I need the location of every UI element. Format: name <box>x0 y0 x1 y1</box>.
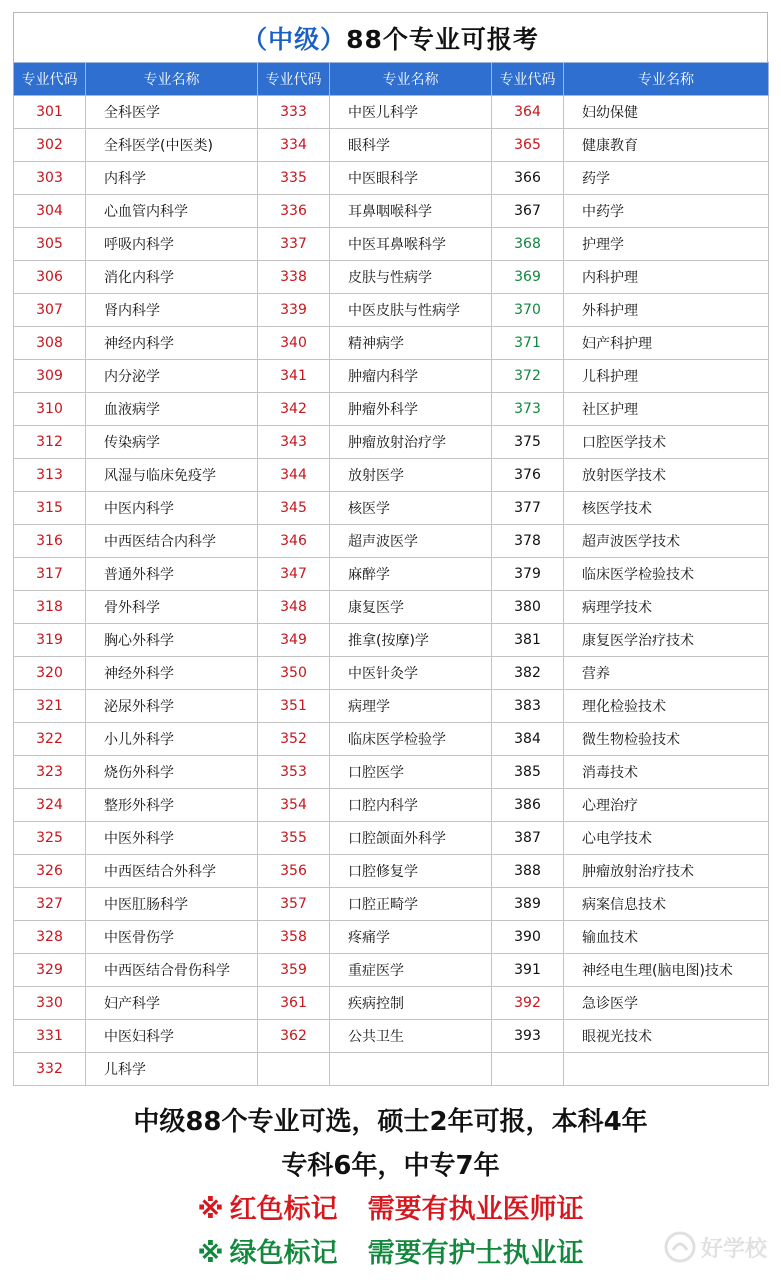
specialty-code: 357 <box>258 888 330 921</box>
specialty-code <box>492 1053 564 1086</box>
specialty-code: 352 <box>258 723 330 756</box>
specialty-code: 350 <box>258 657 330 690</box>
specialty-name: 超声波医学技术 <box>564 525 769 558</box>
specialty-code: 304 <box>14 195 86 228</box>
specialty-name: 药学 <box>564 162 769 195</box>
specialty-name: 儿科护理 <box>564 360 769 393</box>
specialty-name: 急诊医学 <box>564 987 769 1020</box>
specialty-name <box>564 1053 769 1086</box>
specialty-name: 超声波医学 <box>330 525 492 558</box>
specialty-name: 口腔颌面外科学 <box>330 822 492 855</box>
specialty-name: 整形外科学 <box>86 789 258 822</box>
specialty-code: 331 <box>14 1020 86 1053</box>
specialty-code: 389 <box>492 888 564 921</box>
table-row <box>14 822 769 855</box>
specialty-name: 肿瘤放射治疗技术 <box>564 855 769 888</box>
specialty-code: 387 <box>492 822 564 855</box>
specialty-name: 中医眼科学 <box>330 162 492 195</box>
table-row <box>14 426 769 459</box>
specialty-name: 传染病学 <box>86 426 258 459</box>
footer-line-1: 中级88个专业可选，硕士2年可报，本科4年 <box>133 1107 648 1137</box>
specialty-name: 全科医学(中医类) <box>86 129 258 162</box>
specialty-code: 355 <box>258 822 330 855</box>
specialty-name: 小儿外科学 <box>86 723 258 756</box>
red-label: 红色标记 <box>229 1194 338 1225</box>
watermark-text: 好学校 <box>700 1236 767 1262</box>
specialty-code: 379 <box>492 558 564 591</box>
specialty-name: 病理学技术 <box>564 591 769 624</box>
table-row <box>14 261 769 294</box>
specialty-name: 中医耳鼻喉科学 <box>330 228 492 261</box>
specialty-code: 321 <box>14 690 86 723</box>
watermark <box>663 1230 767 1264</box>
specialty-code: 347 <box>258 558 330 591</box>
specialty-code: 308 <box>14 327 86 360</box>
header-code-1: 专业代码 <box>14 63 86 96</box>
specialty-name: 口腔内科学 <box>330 789 492 822</box>
table-row <box>14 1020 769 1053</box>
specialty-name: 内科学 <box>86 162 258 195</box>
specialty-name: 妇幼保健 <box>564 96 769 129</box>
table-row <box>14 393 769 426</box>
specialty-code: 351 <box>258 690 330 723</box>
table-row <box>14 888 769 921</box>
table-row <box>14 129 769 162</box>
table-header-row <box>14 63 769 96</box>
table-row <box>14 921 769 954</box>
header-code-2: 专业代码 <box>258 63 330 96</box>
table-row <box>14 987 769 1020</box>
specialty-name: 血液病学 <box>86 393 258 426</box>
specialty-code: 312 <box>14 426 86 459</box>
table-row <box>14 228 769 261</box>
specialty-name: 中西医结合骨伤科学 <box>86 954 258 987</box>
specialty-name: 临床医学检验技术 <box>564 558 769 591</box>
specialty-name: 心电学技术 <box>564 822 769 855</box>
header-name-3: 专业名称 <box>564 63 769 96</box>
specialty-name: 中医骨伤学 <box>86 921 258 954</box>
specialty-name: 疾病控制 <box>330 987 492 1020</box>
specialty-code: 322 <box>14 723 86 756</box>
specialty-code: 366 <box>492 162 564 195</box>
specialty-code: 386 <box>492 789 564 822</box>
specialty-name: 放射医学 <box>330 459 492 492</box>
table-row <box>14 195 769 228</box>
table-row <box>14 525 769 558</box>
specialty-code: 376 <box>492 459 564 492</box>
table-row <box>14 954 769 987</box>
specialty-name: 理化检验技术 <box>564 690 769 723</box>
table-row <box>14 327 769 360</box>
specialty-name: 口腔医学技术 <box>564 426 769 459</box>
specialty-code: 318 <box>14 591 86 624</box>
specialty-code: 377 <box>492 492 564 525</box>
specialty-name: 中医外科学 <box>86 822 258 855</box>
specialty-name: 疼痛学 <box>330 921 492 954</box>
specialty-name: 中医儿科学 <box>330 96 492 129</box>
specialty-table <box>13 62 769 1086</box>
specialty-code: 325 <box>14 822 86 855</box>
specialty-name: 营养 <box>564 657 769 690</box>
specialty-name: 麻醉学 <box>330 558 492 591</box>
specialty-code: 306 <box>14 261 86 294</box>
specialty-name: 中医针灸学 <box>330 657 492 690</box>
specialty-code: 361 <box>258 987 330 1020</box>
specialty-name: 输血技术 <box>564 921 769 954</box>
specialty-code: 356 <box>258 855 330 888</box>
specialty-name: 眼科学 <box>330 129 492 162</box>
specialty-name: 康复医学治疗技术 <box>564 624 769 657</box>
specialty-name: 公共卫生 <box>330 1020 492 1053</box>
specialty-code: 370 <box>492 294 564 327</box>
specialty-name: 核医学 <box>330 492 492 525</box>
specialty-sheet <box>13 12 768 1086</box>
footer-line-2: 专科6年，中专7年 <box>281 1151 500 1181</box>
specialty-code: 346 <box>258 525 330 558</box>
specialty-code: 328 <box>14 921 86 954</box>
specialty-name: 胸心外科学 <box>86 624 258 657</box>
specialty-name: 肿瘤内科学 <box>330 360 492 393</box>
specialty-code: 380 <box>492 591 564 624</box>
specialty-name: 内分泌学 <box>86 360 258 393</box>
specialty-name: 病案信息技术 <box>564 888 769 921</box>
table-row <box>14 690 769 723</box>
title-level: （中级） <box>242 24 347 54</box>
specialty-code: 378 <box>492 525 564 558</box>
header-name-1: 专业名称 <box>86 63 258 96</box>
specialty-code: 391 <box>492 954 564 987</box>
specialty-name: 骨外科学 <box>86 591 258 624</box>
specialty-name: 中西医结合外科学 <box>86 855 258 888</box>
specialty-code: 354 <box>258 789 330 822</box>
specialty-code: 393 <box>492 1020 564 1053</box>
specialty-code: 388 <box>492 855 564 888</box>
table-row <box>14 558 769 591</box>
specialty-name: 儿科学 <box>86 1053 258 1086</box>
specialty-code: 349 <box>258 624 330 657</box>
specialty-code: 319 <box>14 624 86 657</box>
specialty-code: 359 <box>258 954 330 987</box>
specialty-name: 肿瘤放射治疗学 <box>330 426 492 459</box>
specialty-code: 371 <box>492 327 564 360</box>
specialty-code: 392 <box>492 987 564 1020</box>
table-row <box>14 723 769 756</box>
specialty-code: 315 <box>14 492 86 525</box>
specialty-code: 362 <box>258 1020 330 1053</box>
specialty-code: 369 <box>492 261 564 294</box>
specialty-code: 323 <box>14 756 86 789</box>
specialty-code: 302 <box>14 129 86 162</box>
specialty-name: 核医学技术 <box>564 492 769 525</box>
specialty-name: 风湿与临床免疫学 <box>86 459 258 492</box>
table-row <box>14 657 769 690</box>
specialty-name: 临床医学检验学 <box>330 723 492 756</box>
red-text: 需要有执业医师证 <box>367 1194 584 1225</box>
specialty-code: 339 <box>258 294 330 327</box>
specialty-code: 345 <box>258 492 330 525</box>
specialty-name: 普通外科学 <box>86 558 258 591</box>
table-row <box>14 855 769 888</box>
specialty-name: 肿瘤外科学 <box>330 393 492 426</box>
specialty-name: 心血管内科学 <box>86 195 258 228</box>
specialty-name: 消毒技术 <box>564 756 769 789</box>
specialty-code: 364 <box>492 96 564 129</box>
specialty-name: 泌尿外科学 <box>86 690 258 723</box>
header-code-3: 专业代码 <box>492 63 564 96</box>
green-text: 需要有护士执业证 <box>367 1238 584 1269</box>
specialty-code: 368 <box>492 228 564 261</box>
specialty-code: 342 <box>258 393 330 426</box>
specialty-name: 精神病学 <box>330 327 492 360</box>
specialty-name <box>330 1053 492 1086</box>
table-row <box>14 789 769 822</box>
sheet-title <box>13 12 768 62</box>
specialty-name: 健康教育 <box>564 129 769 162</box>
specialty-code: 333 <box>258 96 330 129</box>
specialty-code: 309 <box>14 360 86 393</box>
specialty-name: 眼视光技术 <box>564 1020 769 1053</box>
specialty-code: 390 <box>492 921 564 954</box>
specialty-code: 358 <box>258 921 330 954</box>
specialty-code: 305 <box>14 228 86 261</box>
specialty-name: 中医皮肤与性病学 <box>330 294 492 327</box>
specialty-name: 护理学 <box>564 228 769 261</box>
specialty-code: 343 <box>258 426 330 459</box>
specialty-name: 中医肛肠科学 <box>86 888 258 921</box>
specialty-name: 病理学 <box>330 690 492 723</box>
specialty-code: 335 <box>258 162 330 195</box>
specialty-name: 微生物检验技术 <box>564 723 769 756</box>
specialty-name: 中西医结合内科学 <box>86 525 258 558</box>
specialty-name: 妇产科学 <box>86 987 258 1020</box>
table-row <box>14 294 769 327</box>
specialty-name: 口腔修复学 <box>330 855 492 888</box>
table-row <box>14 492 769 525</box>
specialty-name: 放射医学技术 <box>564 459 769 492</box>
specialty-code: 348 <box>258 591 330 624</box>
specialty-code: 337 <box>258 228 330 261</box>
title-text: 88个专业可报考 <box>346 24 539 54</box>
specialty-code: 316 <box>14 525 86 558</box>
specialty-code: 336 <box>258 195 330 228</box>
specialty-code: 338 <box>258 261 330 294</box>
specialty-name: 推拿(按摩)学 <box>330 624 492 657</box>
table-row <box>14 1053 769 1086</box>
specialty-code: 384 <box>492 723 564 756</box>
specialty-code: 310 <box>14 393 86 426</box>
specialty-code: 313 <box>14 459 86 492</box>
specialty-code: 382 <box>492 657 564 690</box>
specialty-code: 324 <box>14 789 86 822</box>
table-row <box>14 624 769 657</box>
specialty-code: 320 <box>14 657 86 690</box>
specialty-code: 340 <box>258 327 330 360</box>
table-row <box>14 360 769 393</box>
legend-red <box>0 1188 781 1232</box>
specialty-name: 耳鼻咽喉科学 <box>330 195 492 228</box>
green-mark-icon: ※ <box>197 1238 224 1269</box>
specialty-code: 303 <box>14 162 86 195</box>
specialty-code: 327 <box>14 888 86 921</box>
specialty-name: 口腔正畸学 <box>330 888 492 921</box>
specialty-name: 皮肤与性病学 <box>330 261 492 294</box>
specialty-code: 367 <box>492 195 564 228</box>
specialty-name: 烧伤外科学 <box>86 756 258 789</box>
specialty-code: 334 <box>258 129 330 162</box>
specialty-name: 社区护理 <box>564 393 769 426</box>
specialty-code: 329 <box>14 954 86 987</box>
specialty-name: 神经内科学 <box>86 327 258 360</box>
specialty-name: 心理治疗 <box>564 789 769 822</box>
red-mark-icon: ※ <box>197 1194 224 1225</box>
specialty-code: 332 <box>14 1053 86 1086</box>
specialty-name: 外科护理 <box>564 294 769 327</box>
specialty-code: 375 <box>492 426 564 459</box>
specialty-name: 肾内科学 <box>86 294 258 327</box>
table-row <box>14 459 769 492</box>
specialty-name: 中药学 <box>564 195 769 228</box>
table-row <box>14 591 769 624</box>
school-logo-icon <box>663 1230 697 1264</box>
specialty-code: 372 <box>492 360 564 393</box>
table-row <box>14 162 769 195</box>
specialty-code: 307 <box>14 294 86 327</box>
specialty-name: 神经外科学 <box>86 657 258 690</box>
specialty-code: 326 <box>14 855 86 888</box>
table-row <box>14 96 769 129</box>
specialty-code: 353 <box>258 756 330 789</box>
specialty-code: 383 <box>492 690 564 723</box>
specialty-name: 内科护理 <box>564 261 769 294</box>
green-label: 绿色标记 <box>229 1238 338 1269</box>
header-name-2: 专业名称 <box>330 63 492 96</box>
specialty-code: 365 <box>492 129 564 162</box>
specialty-code: 385 <box>492 756 564 789</box>
specialty-code: 381 <box>492 624 564 657</box>
specialty-name: 呼吸内科学 <box>86 228 258 261</box>
table-row <box>14 756 769 789</box>
specialty-name: 神经电生理(脑电图)技术 <box>564 954 769 987</box>
specialty-name: 全科医学 <box>86 96 258 129</box>
specialty-code: 344 <box>258 459 330 492</box>
specialty-name: 康复医学 <box>330 591 492 624</box>
specialty-name: 消化内科学 <box>86 261 258 294</box>
specialty-name: 中医内科学 <box>86 492 258 525</box>
specialty-code: 317 <box>14 558 86 591</box>
specialty-code: 373 <box>492 393 564 426</box>
specialty-code: 330 <box>14 987 86 1020</box>
specialty-code: 341 <box>258 360 330 393</box>
specialty-name: 口腔医学 <box>330 756 492 789</box>
specialty-name: 中医妇科学 <box>86 1020 258 1053</box>
specialty-code: 301 <box>14 96 86 129</box>
specialty-name: 妇产科护理 <box>564 327 769 360</box>
specialty-name: 重症医学 <box>330 954 492 987</box>
specialty-code <box>258 1053 330 1086</box>
